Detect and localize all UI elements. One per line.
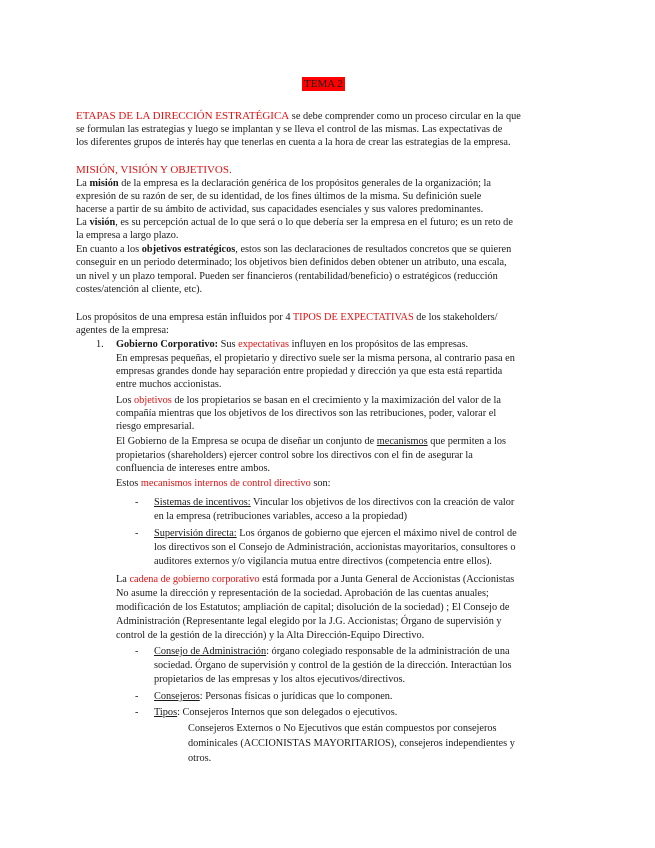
tipos-line: Tipos: Consejeros Internos que son delegados o ejecutivos.: [154, 707, 398, 718]
incentivos-line-1: Sistemas de incentivos: Vincular los objetivos de los directivos con la creación de valor: [154, 497, 515, 508]
externos-line-3: otros.: [188, 753, 212, 764]
page-title: TEMA 2: [304, 78, 343, 90]
item1-p-line-2: empresas grandes donde hay separación entre propiedad y dirección ya que esta está repartida: [116, 366, 503, 377]
mvo-line-9: costes/atención al cliente, etc).: [76, 284, 203, 295]
consejo-line-2: sociedad. Órgano de supervisión y control de la gestión de la dirección. Interactúan los: [154, 660, 512, 671]
gobierno-corporativo-term: Gobierno Corporativo:: [116, 339, 219, 350]
supervision-line-3: auditores externos y/o vigilancia mutua entre directivos (competencia entre ellos).: [154, 556, 492, 567]
cadena-line-4: Administración (Representante legal elegido por la J.G. Accionistas; Órgano de supervisión y: [116, 616, 502, 627]
intro-heading: ETAPAS DE LA DIRECCIÓN ESTRATÉGICA: [76, 110, 290, 122]
item1-title-line: Gobierno Corporativo: Sus expectativas influyen en los propósitos de las empresas.: [116, 339, 469, 350]
item1-g-line-1: El Gobierno de la Empresa se ocupa de diseñar un conjunto de mecanismos que permiten a los: [116, 436, 507, 447]
intro-line-2: se formulan las estrategias y luego se implantan y se lleva el control de las mismas. Las expectativas de: [76, 124, 503, 135]
cadena-line-2: No asume la dirección y representación de la sociedad. Aprobación de las cuentas anuales;: [116, 588, 489, 599]
item1-q-line-1: Los objetivos de los propietarios se basan en el crecimiento y la maximización del valor de la: [116, 395, 501, 406]
mvo-heading: MISIÓN, VISIÓN Y OBJETIVOS.: [76, 164, 232, 176]
mvo-line-6: En cuanto a los objetivos estratégicos, estos son las declaraciones de resultados concretos que se quieren: [76, 244, 512, 255]
cadena-line-5: control de la gestión de la dirección) y la Alta Dirección-Equipo Directivo.: [116, 630, 425, 641]
item1-q-line-3: riesgo empresarial.: [116, 421, 195, 432]
consejo-line-3: propietarios de las empresas y los altos ejecutivos/directivos.: [154, 674, 406, 685]
cadena-line-1: La cadena de gobierno corporativo está formada por a Junta General de Accionistas (Accionistas: [116, 574, 515, 585]
item1-g-line-2: propietarios (shareholders) ejercer control sobre los directivos con el fin de asegurar la: [116, 450, 473, 461]
mvo-line-8: un nivel y un plazo temporal. Pueden ser financieros (rentabilidad/beneficio) o estratégicos (reducción: [76, 271, 498, 282]
expectativas-heading: TIPOS DE EXPECTATIVAS: [292, 312, 414, 323]
intro-line-3: los diferentes grupos de interés hay que tenerlas en cuenta a la hora de crear las estrategias de la empresa.: [76, 137, 511, 148]
consejo-line-1: Consejo de Administración: órgano colegiado responsable de la administración de una: [154, 646, 510, 657]
bullet-dash: -: [135, 497, 139, 508]
mvo-line-4: La visión, es su percepción actual de lo que será o lo que debería ser la empresa en el futuro; es un reto de: [76, 217, 513, 228]
purposes-line-1: Los propósitos de una empresa están influidos por 4 TIPOS DE EXPECTATIVAS de los stakeholders/: [76, 312, 498, 323]
mvo-line-7: conseguir en un periodo determinado; los objetivos bien definidos deben obtener un atributo, una escala,: [76, 257, 507, 268]
mvo-line-3: hacerse a partir de su ámbito de actividad, sus capacidades esenciales y sus valores predominantes.: [76, 204, 484, 215]
bullet-dash: -: [135, 528, 139, 539]
externos-line-2: dominicales (ACCIONISTAS MAYORITARIOS), consejeros independientes y: [188, 738, 515, 749]
mision-term: misión: [89, 178, 119, 189]
objetivos-term: objetivos estratégicos: [141, 244, 236, 255]
consejeros-line: Consejeros: Personas físicas o jurídicas que lo componen.: [154, 691, 393, 702]
incentivos-line-2: en la empresa (retribuciones variables, acceso a la propiedad): [154, 511, 408, 522]
vision-term: visión: [89, 217, 116, 228]
item1-p-line-1: En empresas pequeñas, el propietario y directivo suele ser la misma persona, al contrario pasa en: [116, 353, 515, 364]
item1-m-line: Estos mecanismos internos de control directivo son:: [116, 478, 331, 489]
list-number-1: 1.: [96, 339, 104, 350]
item1-g-line-3: confluencia de intereses entre ambos.: [116, 463, 271, 474]
mvo-line-5: la empresa a largo plazo.: [76, 230, 179, 241]
mvo-line-1: La misión de la empresa es la declaración genérica de los propósitos generales de la organización; la: [76, 178, 491, 189]
bullet-dash: -: [135, 646, 139, 657]
purposes-line-2: agentes de la empresa:: [76, 325, 169, 336]
item1-q-line-2: compañía mientras que los objetivos de los directivos son las retribuciones, poder, valorar el: [116, 408, 497, 419]
cadena-line-3: modificación de los Estatutos; ampliación de capital; disolución de la sociedad) ; El Consejo de: [116, 602, 510, 613]
supervision-line-2: los directivos son el Consejo de Administración, accionistas mayoritarios, consultores o: [154, 542, 516, 553]
externos-line-1: Consejeros Externos o No Ejecutivos que están compuestos por consejeros: [188, 723, 497, 734]
bullet-dash: -: [135, 707, 139, 718]
mvo-line-2: expresión de su razón de ser, de su identidad, de los fines últimos de la misma. Su definición suele: [76, 191, 482, 202]
item1-p-line-3: entre muchos accionistas.: [116, 379, 222, 390]
bullet-dash: -: [135, 691, 139, 702]
supervision-line-1: Supervisión directa: Los órganos de gobierno que ejercen el máximo nivel de control de: [154, 528, 517, 539]
intro-line-1: ETAPAS DE LA DIRECCIÓN ESTRATÉGICA se debe comprender como un proceso circular en la que: [76, 110, 521, 122]
